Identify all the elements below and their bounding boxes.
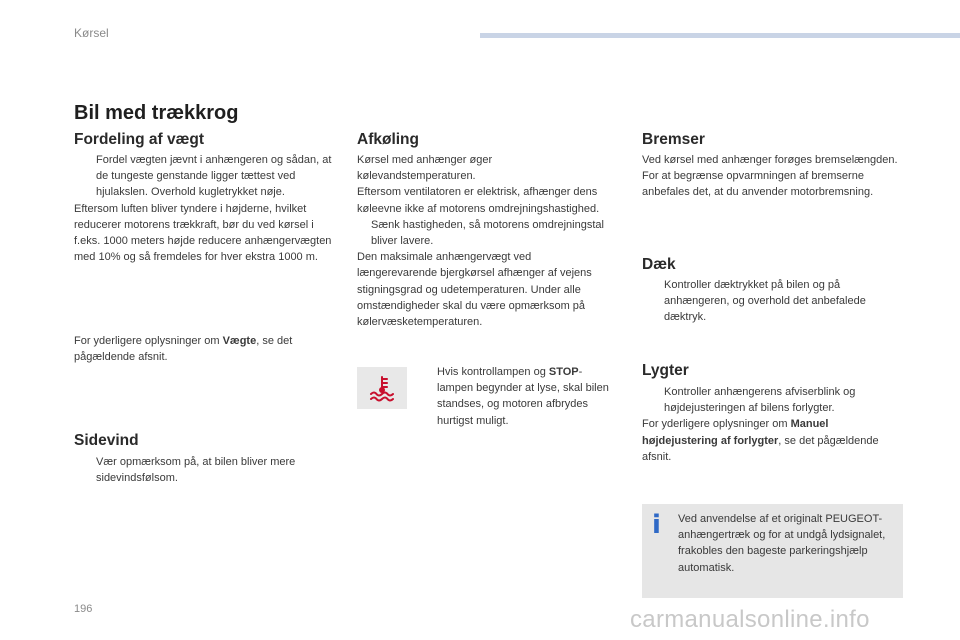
cooling-bullet-text: Sænk hastigheden, så motorens omdrejningstal bliver lavere.	[371, 218, 604, 248]
warning-bullet-text	[437, 364, 611, 429]
heading-cooling: Afkøling	[357, 131, 419, 148]
warning-text: Hvis kontrollampen og	[437, 366, 549, 378]
bullet-item	[74, 152, 336, 201]
brakes-text-block	[642, 152, 907, 201]
bullet-item	[642, 384, 907, 416]
lights-reference	[642, 416, 907, 465]
info-note-box	[642, 504, 903, 598]
cooling-paragraph-2: Eftersom ventilatoren er elektrisk, afhænger dens køleevne ikke af motorens omdrejningshastighed.	[357, 186, 600, 215]
info-icon: i	[652, 510, 661, 540]
crosswind-bullet-text: Vær opmærksom på, at bilen bliver mere sidevindsfølsom.	[96, 456, 296, 485]
crosswind-text-block	[74, 454, 336, 486]
page-title: Bil med trækkrog	[74, 102, 239, 124]
heading-crosswind: Sidevind	[74, 432, 139, 449]
checkbox-bullet-icon	[74, 152, 96, 201]
checkbox-bullet-icon	[642, 277, 664, 326]
cooling-paragraph-3: Den maksimale anhængervægt ved længerevarende bjergkørsel afhænger af vejens stigningsgrad og udetemperaturen. Under alle omstændigheder skal du være opmærksom på kølervæsketemperaturen.	[357, 251, 592, 329]
heading-tyres: Dæk	[642, 256, 676, 273]
coolant-temperature-icon	[368, 374, 396, 402]
bullet-item	[642, 277, 907, 326]
checkbox-bullet-icon	[415, 364, 437, 429]
info-note-text: Ved anvendelse af et originalt PEUGEOT-anhængertræk og for at undgå lydsignalet, frakobles den bageste parkeringshjælp automatisk.	[678, 513, 886, 574]
heading-lights: Lygter	[642, 362, 689, 379]
reference-bold: Vægte	[222, 335, 257, 347]
brakes-paragraph-2: For at begrænse opvarmningen af bremserne anbefales det, at du anvender motorbremsning.	[642, 170, 874, 199]
watermark: carmanualsonline.info	[630, 606, 870, 633]
coolant-warning-text	[415, 364, 611, 429]
reference-text-end: , se det pågældende afsnit.	[74, 335, 293, 364]
brakes-paragraph-1: Ved kørsel med anhænger forøges bremselængden.	[642, 154, 898, 166]
checkbox-bullet-icon	[357, 217, 371, 249]
bullet-item	[415, 364, 611, 429]
weight-bullet-text: Fordel vægten jævnt i anhængeren og sådan, at de tungeste genstande ligger tættest ved hjulakslen. Overhold kugletrykket nøje.	[96, 154, 332, 199]
section-label: Kørsel	[74, 26, 109, 40]
reference-bold: Manuel højdejustering af forlygter	[642, 418, 829, 447]
page-number: 196	[74, 603, 93, 615]
weight-text-block	[74, 152, 336, 265]
weight-paragraph: Eftersom luften bliver tyndere i højderne, hvilket reducerer motorens trækkraft, bør du ved kørsel i f.eks. 1000 meters højde reducere anhængervægten med 10% og så fremdeles for hver ekstra 1000 m.	[74, 202, 332, 264]
tyres-text-block	[642, 277, 907, 326]
bullet-item	[74, 454, 336, 486]
cooling-text-block	[357, 152, 605, 330]
reference-text: For yderligere oplysninger om	[74, 335, 223, 347]
lights-bullet-text: Kontroller anhængerens afviserblink og højdejusteringen af bilens forlygter.	[664, 386, 856, 415]
heading-weight-distribution: Fordeling af vægt	[74, 131, 205, 148]
bullet-item	[357, 217, 605, 249]
reference-text-end: , se det pågældende afsnit.	[642, 434, 879, 463]
cooling-paragraph-1: Kørsel med anhænger øger kølevandstemperaturen.	[357, 154, 493, 183]
heading-brakes: Bremser	[642, 131, 705, 148]
checkbox-bullet-icon	[642, 384, 664, 416]
stop-bold: STOP	[548, 366, 579, 378]
checkbox-bullet-icon	[74, 454, 96, 486]
coolant-warning-icon-box	[357, 367, 407, 409]
lights-text-block	[642, 384, 907, 465]
weight-reference	[74, 333, 336, 365]
warning-text-end: -lampen begynder at lyse, skal bilen standses, og motoren afbrydes hurtigst muligt.	[437, 366, 609, 427]
reference-text: For yderligere oplysninger om	[642, 418, 791, 431]
tyres-bullet-text: Kontroller dæktrykket på bilen og på anhængeren, og overhold det anbefalede dæktryk.	[664, 279, 866, 324]
header-bar	[480, 33, 960, 38]
